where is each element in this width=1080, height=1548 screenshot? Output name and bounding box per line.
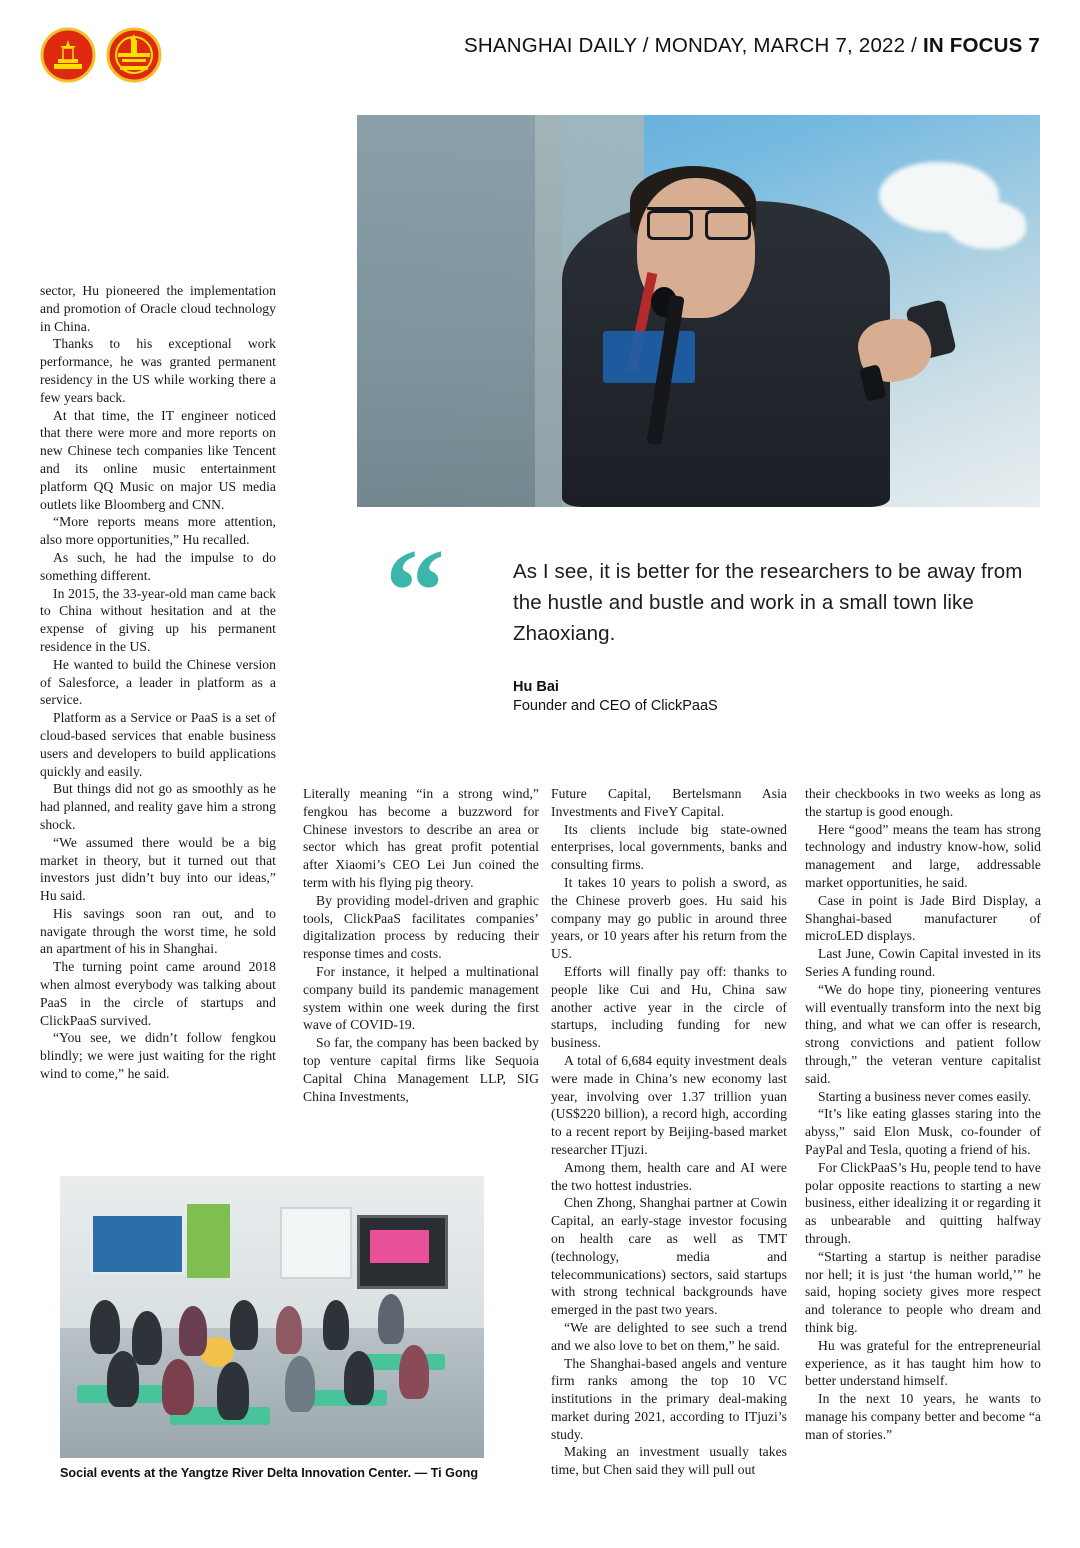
photo2-attendee bbox=[344, 1351, 374, 1405]
quote-author-role: Founder and CEO of ClickPaaS bbox=[513, 698, 718, 714]
article-paragraph: Platform as a Service or PaaS is a set of cloud-based services that enable business users and developers to build applications quickly and easily. bbox=[40, 710, 276, 779]
photo-speaker-glasses bbox=[647, 207, 751, 236]
article-paragraph: The Shanghai-based angels and venture firm ranks among the top 10 VC institutions in the primary deal-making market during 2021, according to ITjuzi’s study. bbox=[551, 1355, 787, 1442]
article-column-2 bbox=[303, 785, 539, 1105]
header-publication-date: SHANGHAI DAILY / MONDAY, MARCH 7, 2022 / bbox=[463, 34, 923, 57]
article-paragraph: Chen Zhong, Shanghai partner at Cowin Capital, an early-stage investor focusing on health care as well as TMT (technology, media and telecommunications) sectors, said startups with strong technical backgrounds have emerged in the past two years. bbox=[551, 1195, 787, 1318]
article-paragraph: “You see, we didn’t follow fengkou blindly; we were just waiting for the right wind to come,” he said. bbox=[40, 1030, 276, 1082]
photo2-green-panel bbox=[187, 1204, 229, 1277]
photo2-attendee bbox=[230, 1300, 258, 1350]
photo2-attendee bbox=[162, 1359, 194, 1415]
article-paragraph: His savings soon ran out, and to navigate through the worst time, he sold an apartment of his in Shanghai. bbox=[40, 905, 276, 957]
article-paragraph: Starting a business never comes easily. bbox=[818, 1088, 1032, 1104]
article-column-3 bbox=[551, 785, 787, 1479]
article-paragraph: Thanks to his exceptional work performance, he was granted permanent residency in the US while working there a few years back. bbox=[40, 336, 276, 405]
masthead bbox=[40, 26, 1040, 84]
article-paragraph: As such, he had the impulse to do something different. bbox=[40, 549, 276, 583]
article-paragraph: “It’s like eating glasses staring into the abyss,” said Elon Musk, co-founder of PayPal and Tesla, quoting a friend of his. bbox=[805, 1106, 1041, 1157]
article-paragraph: “We assumed there would be a big market in theory, but it turned out that investors just didn’t buy into our ideas,” Hu said. bbox=[40, 834, 276, 904]
article-paragraph: A total of 6,684 equity investment deals were made in China’s new economy last year, involving over 1.37 trillion yuan (US$220 billion), a record high, according to a recent report by Beijing-based market researcher ITjuzi. bbox=[551, 1052, 787, 1157]
photo2-attendee bbox=[179, 1306, 207, 1356]
page-header-line bbox=[464, 34, 1040, 58]
quote-mark-icon: “ bbox=[385, 524, 445, 657]
article-paragraph: In 2015, the 33-year-old man came back to China without hesitation and at the expense of giving up his permanent residence in the US. bbox=[40, 585, 276, 654]
article-paragraph: Among them, health care and AI were the two hottest industries. bbox=[551, 1159, 787, 1193]
article-paragraph: It takes 10 years to polish a sword, as the Chinese proverb goes. Hu said his company may go public in around three years, or 10 years after his return from the US. bbox=[551, 874, 787, 962]
article-paragraph: At that time, the IT engineer noticed that there were more and more reports on new Chinese tech companies like Tencent and its online music entertainment platform QQ Music on major US media outlets like Bloomberg and CNN. bbox=[40, 407, 276, 512]
photo2-attendee bbox=[132, 1311, 162, 1365]
hero-photo bbox=[357, 115, 1040, 507]
photo2-attendee bbox=[399, 1345, 429, 1399]
article-paragraph: In the next 10 years, he wants to manage his company better and become “a man of stories.” bbox=[805, 1391, 1041, 1442]
photo-badge bbox=[603, 331, 695, 383]
article-paragraph: But things did not go as smoothly as he had planned, and reality gave him a strong shock. bbox=[40, 781, 276, 832]
article-paragraph: Last June, Cowin Capital invested in its Series A funding round. bbox=[805, 946, 1041, 979]
cppcc-emblem-icon bbox=[106, 26, 162, 84]
photo2-tv-content bbox=[370, 1230, 429, 1264]
article-paragraph: Literally meaning “in a strong wind,” fengkou has become a buzzword for Chinese investors to describe an area or sector which has great profit potential after Xiaomi’s CEO Lei Jun coined the term with his flying pig theory. bbox=[303, 786, 539, 890]
article-paragraph: By providing model-driven and graphic tools, ClickPaaS facilitates companies’ digitalization process by reducing their response times and costs. bbox=[303, 892, 539, 962]
photo2-attendee bbox=[378, 1294, 404, 1344]
article-paragraph: their checkbooks in two weeks as long as the startup is good enough. bbox=[805, 786, 1041, 819]
article-paragraph: “More reports means more attention, also more opportunities,” Hu recalled. bbox=[40, 514, 276, 548]
quote-author-name: Hu Bai bbox=[513, 679, 559, 695]
article-paragraph: “We do hope tiny, pioneering ventures will eventually transform into the next big thing, and what we can offer is research, strong convictions and patient follow through,” the veteran venture capitalist said. bbox=[805, 981, 1041, 1086]
photo2-attendee bbox=[217, 1362, 249, 1420]
article-paragraph: Efforts will finally pay off: thanks to people like Cui and Hu, China saw another active year in the circle of startups, including funding for new business. bbox=[551, 963, 787, 1051]
article-paragraph: Here “good” means the team has strong technology and industry know-how, solid management and large, addressable market opportunities, he said. bbox=[805, 821, 1041, 890]
article-paragraph: Making an investment usually takes time, but Chen said they will pull out bbox=[551, 1444, 787, 1478]
article-column-4 bbox=[805, 785, 1041, 1443]
article-paragraph: sector, Hu pioneered the implementation and promotion of Oracle cloud technology in China. bbox=[40, 283, 276, 334]
photo2-attendee bbox=[90, 1300, 120, 1354]
article-paragraph: Future Capital, Bertelsmann Asia Investments and FiveY Capital. bbox=[551, 786, 787, 819]
photo2-attendee bbox=[276, 1306, 302, 1354]
emblem-group bbox=[40, 26, 162, 84]
article-paragraph: Its clients include big state-owned enterprises, local governments, banks and consulting firms. bbox=[551, 821, 787, 873]
article-paragraph: “Starting a startup is neither paradise nor hell; it is just ‘the human world,’” he said, hoping society gives more respect and tolerance to people who dream and think big. bbox=[805, 1248, 1041, 1335]
photo-wall-left bbox=[357, 115, 562, 507]
page-number: 7 bbox=[1028, 34, 1040, 57]
article-paragraph: So far, the company has been backed by top venture capital firms like Sequoia Capital China Management LLP, SIG China Investments, bbox=[303, 1035, 539, 1104]
social-events-photo bbox=[60, 1176, 484, 1458]
header-section: IN FOCUS bbox=[922, 34, 1023, 57]
photo2-screen bbox=[90, 1213, 185, 1275]
article-column-1 bbox=[40, 282, 276, 1083]
photo2-attendee bbox=[323, 1300, 349, 1350]
photo-caption: Social events at the Yangtze River Delta Innovation Center. — Ti Gong bbox=[60, 1466, 479, 1480]
article-paragraph: Hu was grateful for the entrepreneurial experience, as it has taught him how to better understand himself. bbox=[805, 1337, 1041, 1389]
photo2-whiteboard bbox=[280, 1207, 352, 1279]
article-paragraph: For ClickPaaS’s Hu, people tend to have polar opposite reactions to starting a new business, either idealizing it or regarding it as unbearable and quitting halfway through. bbox=[805, 1159, 1041, 1246]
article-paragraph: Case in point is Jade Bird Display, a Shanghai-based manufacturer of microLED displays. bbox=[805, 892, 1041, 944]
article-paragraph: The turning point came around 2018 when almost everybody was talking about PaaS in the circle of startups and ClickPaaS survived. bbox=[40, 959, 276, 1028]
article-paragraph: He wanted to build the Chinese version of Salesforce, a leader in platform as a service. bbox=[40, 656, 276, 708]
article-paragraph: “We are delighted to see such a trend and we also love to bet on them,” he said. bbox=[551, 1319, 787, 1353]
photo2-attendee bbox=[107, 1351, 139, 1407]
china-national-emblem-icon bbox=[40, 26, 96, 84]
quote-text: As I see, it is better for the researchers to be away from the hustle and bustle and work in a small town like Zhaoxiang. bbox=[513, 560, 1023, 645]
photo-cloud-b bbox=[946, 201, 1026, 249]
article-paragraph: For instance, it helped a multinational company build its pandemic management system within one week during the first wave of COVID-19. bbox=[303, 963, 539, 1033]
pull-quote bbox=[385, 524, 1035, 714]
photo2-attendee bbox=[285, 1356, 315, 1412]
